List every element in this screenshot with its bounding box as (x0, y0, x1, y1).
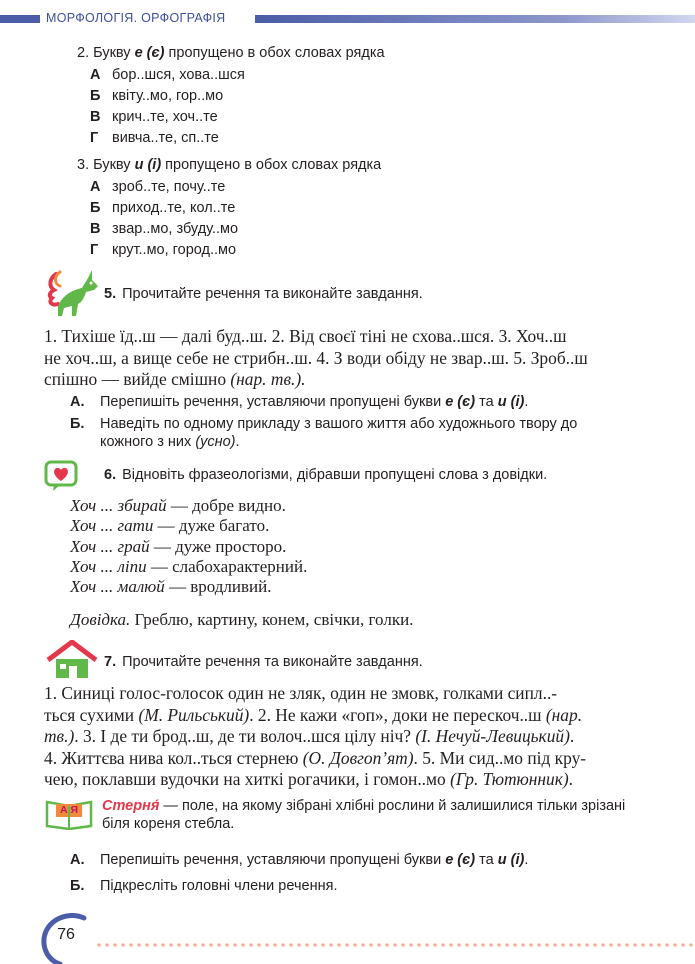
task7-heading: 7. Прочитайте речення та виконайте завдання. (104, 654, 423, 670)
section-title: МОРФОЛОГІЯ. ОРФОГРАФІЯ (46, 11, 226, 25)
task5-line-1: 1. Тихіше їд..ш — далі буд..ш. 2. Від своєї тіні не схова..шся. 3. Хоч..ш (44, 326, 567, 346)
footer-dotted-line (95, 943, 695, 947)
task7-line-4: 4. Життєва нива кол..ться стернею (О. Довгоп’ят). 5. Ми сид..мо під кру- (44, 747, 587, 768)
task7-line-2: ться сухими (М. Рильський). 2. Не кажи «гоп», доки не перескоч..ш (нар. (44, 704, 583, 725)
heart-chat-icon (44, 460, 78, 492)
task5-line-3: спішно — вийде смішно (нар. тв.). (44, 369, 306, 389)
page-number: 76 (57, 926, 75, 943)
dictionary-icon: А Я (44, 796, 94, 830)
phrase-3: Хоч ... грай — дуже просторо. (70, 537, 287, 556)
phrase-4: Хоч ... ліпи — слабохарактерний. (70, 557, 308, 576)
task7-line-3: тв.). 3. І де ти брод..ш, де ти волоч..шся цілу ніч? (І. Нечуй-Левицький). (44, 726, 575, 746)
q2-title: 2. Букву е (є) пропущено в обох словах рядка (77, 45, 385, 61)
q2-option-c: В крич..те, хоч..те (90, 109, 218, 125)
phrase-5: Хоч ... малюй — вродливий. (70, 577, 272, 596)
header-bar-left (0, 15, 40, 23)
q3-option-c: В звар..мо, збуду..мо (90, 221, 239, 237)
phrase-1: Хоч ... збирай — добре видно. (70, 496, 286, 515)
task5-line-2: не хоч..ш, а вище себе не стрибн..ш. 4. З води обіду не звар..ш. 5. Зроб..ш (44, 347, 588, 368)
task7-sub-b: Б. Підкресліть головні члени речення. (70, 878, 338, 894)
task5-sentences (44, 326, 680, 391)
header-bar-right (255, 15, 695, 23)
q2-option-a: А бор..шся, хова..шся (90, 67, 245, 83)
q3-option-a: А зроб..те, почу..те (90, 179, 226, 195)
task5-heading: 5. Прочитайте речення та виконайте завдання. (104, 286, 423, 302)
task6-heading: 6. Відновіть фразеологізми, дібравши пропущені слова з довідки. (104, 467, 548, 483)
q2-option-d: Г вивча..те, сп..те (90, 130, 219, 146)
unicorn-icon (42, 266, 104, 318)
task7-line-1: 1. Синиці голос-голосок один не зляк, один не змовк, голками сипл..- (44, 683, 558, 703)
task7-line-5: чею, поклавши вудочки на хиткі рогачики, і гомон..мо (Гр. Тютюнник). (44, 769, 574, 789)
page-header (0, 0, 695, 40)
house-icon (44, 640, 100, 680)
page-footer (0, 900, 695, 964)
dictionary-entry: Стерня́ — поле, на якому зібрані хлібні рослини й залишилися тільки зрізані біля кореня стебла. (102, 798, 626, 832)
task5-sub-a: А. Перепишіть речення, уставляючи пропущені букви е (є) та и (і). (70, 394, 529, 410)
q3-title: 3. Букву и (і) пропущено в обох словах рядка (77, 157, 382, 173)
phrase-2: Хоч ... гати — дуже багато. (70, 516, 270, 535)
task7-sentences (44, 683, 680, 791)
task5-sub-b: Б. Наведіть по одному прикладу з вашого життя або художнього твору до кожного з них (усно). (70, 416, 578, 450)
task7-sub-a: А. Перепишіть речення, уставляючи пропущені букви е (є) та и (і). (70, 852, 529, 868)
q3-option-b: Б приход..те, кол..те (90, 200, 236, 216)
task6-help: Довідка. Греблю, картину, конем, свічки, голки. (70, 610, 414, 629)
q3-option-d: Г крут..мо, город..мо (90, 242, 237, 258)
q2-option-b: Б квіту..мо, гор..мо (90, 88, 224, 104)
